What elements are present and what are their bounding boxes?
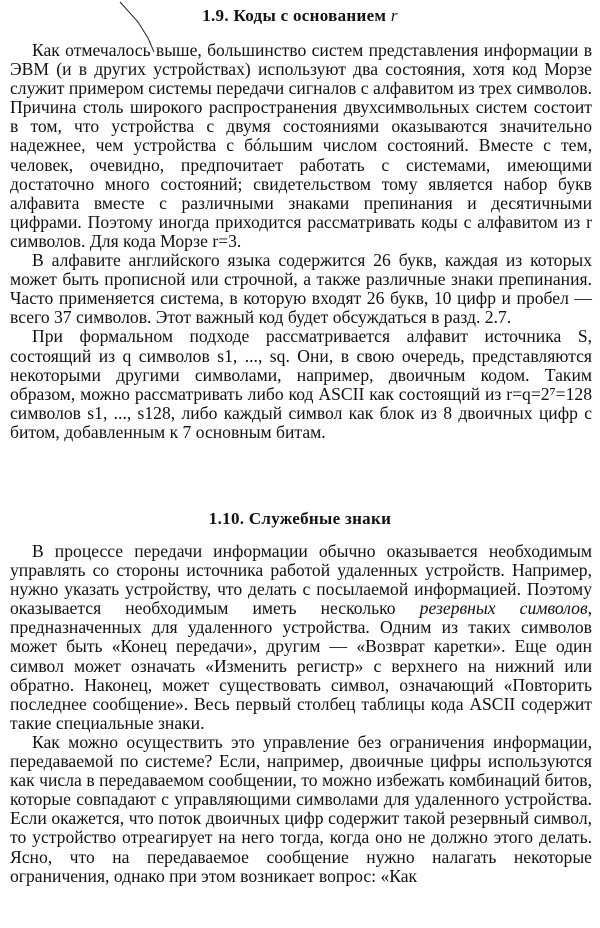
section-heading-1-9 bbox=[0, 6, 600, 26]
paragraph: Как можно осуществить это управление без ограничения информации, передаваемой по системе? Если, например, двоичные цифры используются как числа в передаваемом сообщении, то можно избежать комбинаций битов, которые совпадают с управляющими символами для удаленного устройства. Если окажется, что поток двоичных цифр содержит такой резервный символ, то устройство отреагирует на него тогда, когда оно не должно этого делать. Ясно, что на передаваемое сообщение нужно налагать некоторые ограничения, однако при этом возникает вопрос: «Как bbox=[10, 731, 592, 886]
section-title-variable: r bbox=[390, 6, 398, 25]
section-number: 1.10. bbox=[208, 509, 245, 528]
paragraph-text: , предназначенных для удаленного устройства. Одним из таких символов может быть «Конец передачи», другим — «Возврат каретки». Еще один символ может означать «Изменить регистр» с верхнего на нижний или обратно. Наконец, может существовать символ, означающий «Повторить последнее сообщение». Весь первый столбец таблицы кода ASCII содержит такие специальные знаки. bbox=[10, 598, 592, 733]
paragraph: В алфавите английского языка содержится 26 букв, каждая из которых может быть прописной или строчной, а также различные знаки препинания. Часто применяется система, в которую входят 26 букв, 10 цифр и пробел — всего 37 символов. Этот важный код будет обсуждаться в разд. 2.7. bbox=[10, 250, 592, 328]
paragraph-text: В процессе передачи информации обычно оказывается необходимым управлять со стороны источника работой удаленных устройств. Например, нужно указать устройству, что делать с посылаемой информацией. Поэтому оказывается необходимым иметь несколько bbox=[10, 541, 592, 619]
paragraph bbox=[10, 542, 592, 733]
paragraph: Как отмечалось выше, большинство систем представления информации в ЭВМ (и в других устройствах) используют два состояния, хотя код Морзе служит примером системы передачи сигналов с алфавитом из трех символов. Причина столь широкого распространения двухсимвольных систем состоит в том, что устройства с двумя состояниями оказываются значительно надежнее, чем устройства с бóльшим числом состояний. Вместе с тем, человек, очевидно, предпочитает работать с системами, имеющими достаточно много состояний; свидетельством тому является набор букв алфавита вместе с различными знаками препинания и десятичными цифрами. Поэтому иногда приходится рассматривать коды с алфавитом из r символов. Для кода Морзе r=3. bbox=[10, 40, 592, 251]
section-number: 1.9. bbox=[202, 6, 229, 25]
paragraph: При формальном подходе рассматривается алфавит источника S, состоящий из q символов s1, ..., sq. Они, в свою очередь, представляются некоторыми другими символами, например, двоичным кодом. Таким образом, можно рассматривать либо код ASCII как состоящий из r=q=2⁷=128 символов s1, ..., s128, либо каждый символ как блок из 8 двоичных цифр с битом, добавленным к 7 основным битам. bbox=[10, 326, 592, 442]
section-1-9-body bbox=[10, 41, 592, 442]
section-title-text: Служебные знаки bbox=[248, 509, 392, 528]
section-heading-1-10 bbox=[0, 509, 600, 529]
section-1-10-body bbox=[10, 542, 592, 886]
emphasized-term: резервных символов bbox=[419, 598, 588, 619]
section-title-text: Коды с основанием bbox=[233, 6, 387, 25]
